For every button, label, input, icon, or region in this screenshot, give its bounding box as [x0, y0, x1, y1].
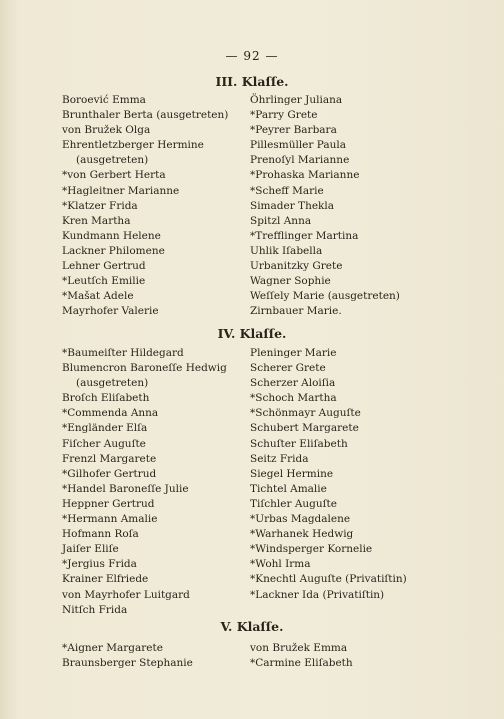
class-5-left-list — [62, 641, 193, 671]
student-entry: Jaiſer Eliſe — [62, 543, 119, 556]
student-entry: Lehner Gertrud — [62, 260, 146, 273]
heading-class-3: III. Klaſſe. — [215, 74, 289, 89]
student-entry: Pillesmüller Paula — [250, 139, 346, 152]
student-entry: Prenoſyl Marianne — [250, 154, 350, 167]
student-entry: Urbanitzky Grete — [250, 260, 343, 273]
student-entry: von Mayrhofer Luitgard — [62, 588, 190, 601]
student-entry: Boroević Emma — [62, 94, 146, 106]
student-entry: Scherer Grete — [250, 362, 326, 375]
student-entry: Kren Martha — [62, 214, 131, 227]
student-entry: Seitz Frida — [250, 452, 309, 465]
student-entry: *Hermann Amalie — [62, 513, 158, 526]
student-entry: Braunsberger Stephanie — [62, 657, 193, 670]
class-3-right-list — [250, 93, 400, 319]
student-entry: (ausgetreten) — [76, 377, 149, 390]
student-entry: Hofmann Roſa — [62, 528, 139, 541]
student-entry: *Peyrer Barbara — [250, 124, 337, 137]
page-number: — 92 — — [225, 49, 279, 63]
student-entry: Mayrhofer Valerie — [62, 305, 159, 318]
student-entry: *Schoch Martha — [250, 392, 337, 405]
student-entry: *Lackner Ida (Privatiſtin) — [250, 588, 385, 601]
student-entry: Lackner Philomene — [62, 244, 165, 257]
class-3-left-list — [62, 93, 228, 319]
student-entry: Simader Thekla — [250, 199, 335, 212]
student-entry: Siegel Hermine — [250, 467, 334, 480]
student-entry: *Scheff Marie — [250, 184, 324, 197]
student-entry: Uhlik Iſabella — [250, 244, 323, 257]
student-entry: Heppner Gertrud — [62, 497, 155, 510]
student-entry: (ausgetreten) — [76, 154, 149, 167]
student-entry: von Bružek Emma — [250, 642, 348, 654]
student-entry: Brunthaler Berta (ausgetreten) — [62, 109, 229, 122]
student-entry: *Klatzer Frida — [62, 199, 138, 212]
student-entry: Schuſter Eliſabeth — [250, 437, 348, 450]
class-5-right-list — [250, 641, 353, 671]
student-entry: Tichtel Amalie — [250, 482, 327, 495]
student-entry: *Baumeiſter Hildegard — [62, 347, 184, 359]
student-entry: Kundmann Helene — [62, 229, 161, 242]
student-entry: Ehrentletzberger Hermine — [62, 139, 204, 152]
class-4-left-list — [62, 346, 227, 618]
student-entry: Zirnbauer Marie. — [250, 305, 342, 318]
student-entry: Fiſcher Auguſte — [62, 437, 146, 450]
student-entry: *Urbas Magdalene — [250, 513, 351, 526]
student-entry: Öhrlinger Juliana — [250, 94, 343, 106]
student-entry: *Warhanek Hedwig — [250, 528, 354, 541]
student-entry: Krainer Elfriede — [62, 573, 149, 586]
student-entry: *Leutſch Emilie — [62, 275, 146, 288]
student-entry: *Trefflinger Martina — [250, 229, 359, 242]
student-entry: *Aigner Margarete — [62, 642, 163, 654]
student-entry: *Commenda Anna — [62, 407, 159, 420]
student-entry: *von Gerbert Herta — [62, 169, 166, 182]
heading-class-5: V. Klaſſe. — [220, 619, 284, 634]
student-entry: *Wohl Irma — [250, 558, 311, 571]
student-entry: *Knechtl Auguſte (Privatiſtin) — [250, 573, 407, 586]
student-entry: Scherzer Aloiſia — [250, 377, 336, 390]
student-entry: Weſſely Marie (ausgetreten) — [250, 290, 400, 303]
student-entry: *Parry Grete — [250, 109, 318, 122]
student-entry: Broſch Eliſabeth — [62, 392, 150, 405]
student-entry: Frenzl Margarete — [62, 452, 157, 465]
student-entry: *Gilhofer Gertrud — [62, 467, 157, 480]
student-entry: Schubert Margarete — [250, 422, 359, 435]
student-entry: Blumencron Baroneſſe Hedwig — [62, 362, 227, 375]
heading-class-4: IV. Klaſſe. — [217, 326, 287, 341]
student-entry: *Carmine Eliſabeth — [250, 657, 353, 670]
student-entry: *Engländer Elſa — [62, 422, 148, 435]
student-entry: Wagner Sophie — [250, 275, 331, 288]
student-entry: von Bružek Olga — [62, 124, 151, 137]
student-entry: *Schönmayr Auguſte — [250, 407, 361, 420]
student-entry: *Jergius Frida — [62, 558, 137, 571]
student-entry: *Mašat Adele — [62, 290, 134, 303]
class-4-right-list — [250, 346, 407, 603]
student-entry: *Windsperger Kornelie — [250, 543, 373, 556]
student-entry: Spitzl Anna — [250, 214, 312, 227]
student-entry: *Prohaska Marianne — [250, 169, 360, 182]
student-entry: Nitſch Frida — [62, 603, 128, 616]
student-entry: *Handel Baroneſſe Julie — [62, 482, 189, 495]
student-entry: Pleninger Marie — [250, 347, 337, 359]
student-entry: Tiſchler Auguſte — [250, 497, 337, 510]
student-entry: *Hagleitner Marianne — [62, 184, 180, 197]
